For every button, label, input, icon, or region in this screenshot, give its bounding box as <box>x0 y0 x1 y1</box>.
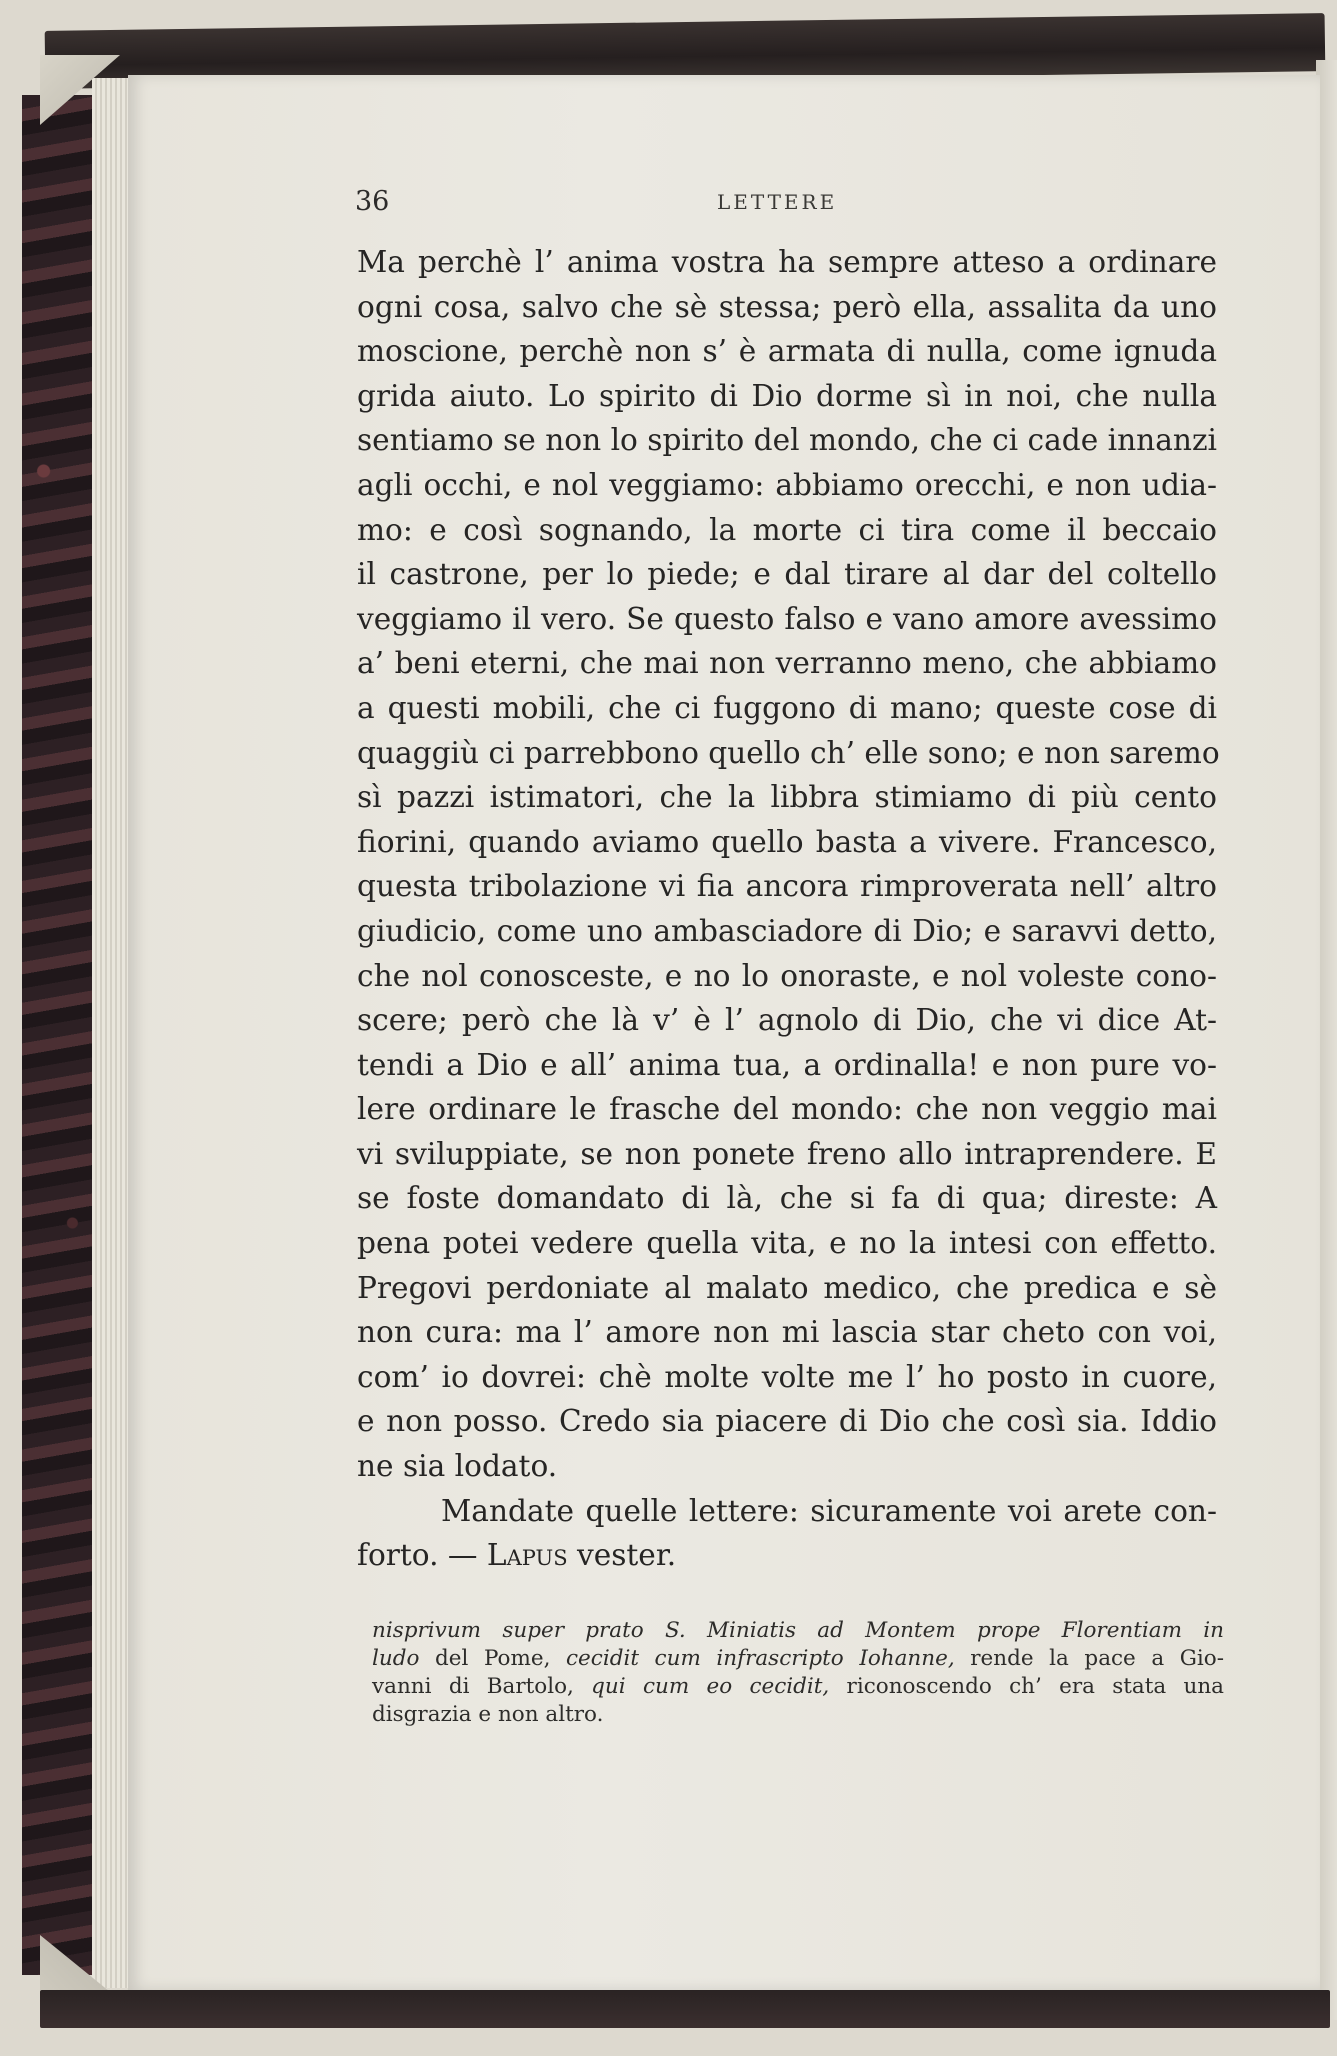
text-line: ogni cosa, salvo che sè stessa; però ella, assalita da uno <box>357 289 1217 324</box>
footnote <box>372 1617 1224 1729</box>
letter-body <box>357 240 1220 1578</box>
footnote-roman: riconoscendo ch’ era stata una <box>829 1674 1224 1699</box>
footnote-line <box>372 1645 1224 1673</box>
marbled-spine <box>22 95 96 1975</box>
running-head: LETTERE <box>717 190 838 214</box>
text-line: ne sia lodato. <box>357 1449 558 1484</box>
footnote-italic: qui cum eo cecidit, <box>591 1674 830 1699</box>
signature: Lapus <box>486 1538 568 1573</box>
closing-line <box>357 1533 1217 1578</box>
footnote-roman: del Pome, <box>419 1646 567 1671</box>
page-edges <box>92 78 132 1988</box>
footnote-line: disgrazia e non altro. <box>372 1702 604 1727</box>
text-line: veggiamo il vero. Se questo falso e vano amore avessimo <box>357 601 1217 636</box>
text-line: se foste domandato di là, che si fa di qua; direste: A <box>357 1181 1217 1216</box>
text-line: questa tribolazione vi fia ancora rimproverata nell’ altro <box>357 869 1217 904</box>
text-line: sì pazzi istimatori, che la libbra stimiamo di più cento <box>357 780 1217 815</box>
text-line: quaggiù ci parrebbono quello ch’ elle sono; e non saremo <box>357 735 1220 770</box>
text-line: agli occhi, e nol veggiamo: abbiamo orecchi, e non udia- <box>357 467 1217 502</box>
text-line: Ma perchè l’ anima vostra ha sempre atteso a ordinare <box>357 245 1217 279</box>
closing-suffix: vester. <box>567 1538 677 1573</box>
text-line: e non posso. Credo sia piacere di Dio che così sia. Iddio <box>357 1404 1217 1439</box>
text-line: Pregovi perdoniate al malato medico, che predica e sè <box>357 1270 1217 1305</box>
text-line: a questi mobili, che ci fuggono di mano; queste cose di <box>357 690 1217 725</box>
footnote-line <box>372 1673 1224 1701</box>
footnote-italic: ludo <box>372 1646 420 1671</box>
text-line: sentiamo se non lo spirito del mondo, che ci cade innanzi <box>357 423 1217 458</box>
text-line: com’ io dovrei: chè molte volte me l’ ho posto in cuore, <box>357 1359 1217 1394</box>
footnote-line: nisprivum super prato S. Miniatis ad Montem prope Florentiam in <box>372 1618 1224 1643</box>
text-line: tendi a Dio e all’ anima tua, a ordinalla! e non pure vo- <box>357 1047 1217 1082</box>
text-line: che nol conosceste, e no lo onoraste, e nol voleste cono- <box>357 958 1217 993</box>
text-line: il castrone, per lo piede; e dal tirare al dar del coltello <box>357 557 1217 592</box>
text-line: a’ beni eterni, che mai non verranno meno, che abbiamo <box>357 646 1217 681</box>
text-line: fiorini, quando aviamo quello basta a vivere. Francesco, <box>357 824 1217 859</box>
text-line: mo: e così sognando, la morte ci tira come il beccaio <box>357 512 1217 547</box>
text-line: non cura: ma l’ amore non mi lascia star cheto con voi, <box>357 1315 1217 1350</box>
closing-prefix: forto. — <box>357 1538 487 1573</box>
text-line: pena potei vedere quella vita, e no la intesi con effetto. <box>357 1226 1217 1261</box>
text-line: grida aiuto. Lo spirito di Dio dorme sì in noi, che nulla <box>357 378 1217 413</box>
footnote-roman: rende la pace a Gio- <box>954 1646 1225 1671</box>
text-line: scere; però che là v’ è l’ agnolo di Dio, che vi dice At- <box>357 1003 1217 1038</box>
footnote-italic: cecidit cum infrascripto Iohanne, <box>566 1646 955 1671</box>
footnote-roman: vanni di Bartolo, <box>372 1674 592 1699</box>
page-header <box>355 186 1225 220</box>
text-line: Mandate quelle lettere: sicuramente voi arete con- <box>441 1493 1217 1528</box>
text-line: lere ordinare le frasche del mondo: che non veggio mai <box>357 1092 1217 1127</box>
text-line: moscione, perchè non s’ è armata di nulla, come ignuda <box>357 334 1217 369</box>
text-line: giudicio, come uno ambasciadore di Dio; e saravvi detto, <box>357 913 1217 948</box>
book-cover-bottom <box>40 1990 1330 2028</box>
page-number: 36 <box>355 186 390 217</box>
text-line: vi sviluppiate, se non ponete freno allo intraprendere. E <box>357 1136 1217 1171</box>
